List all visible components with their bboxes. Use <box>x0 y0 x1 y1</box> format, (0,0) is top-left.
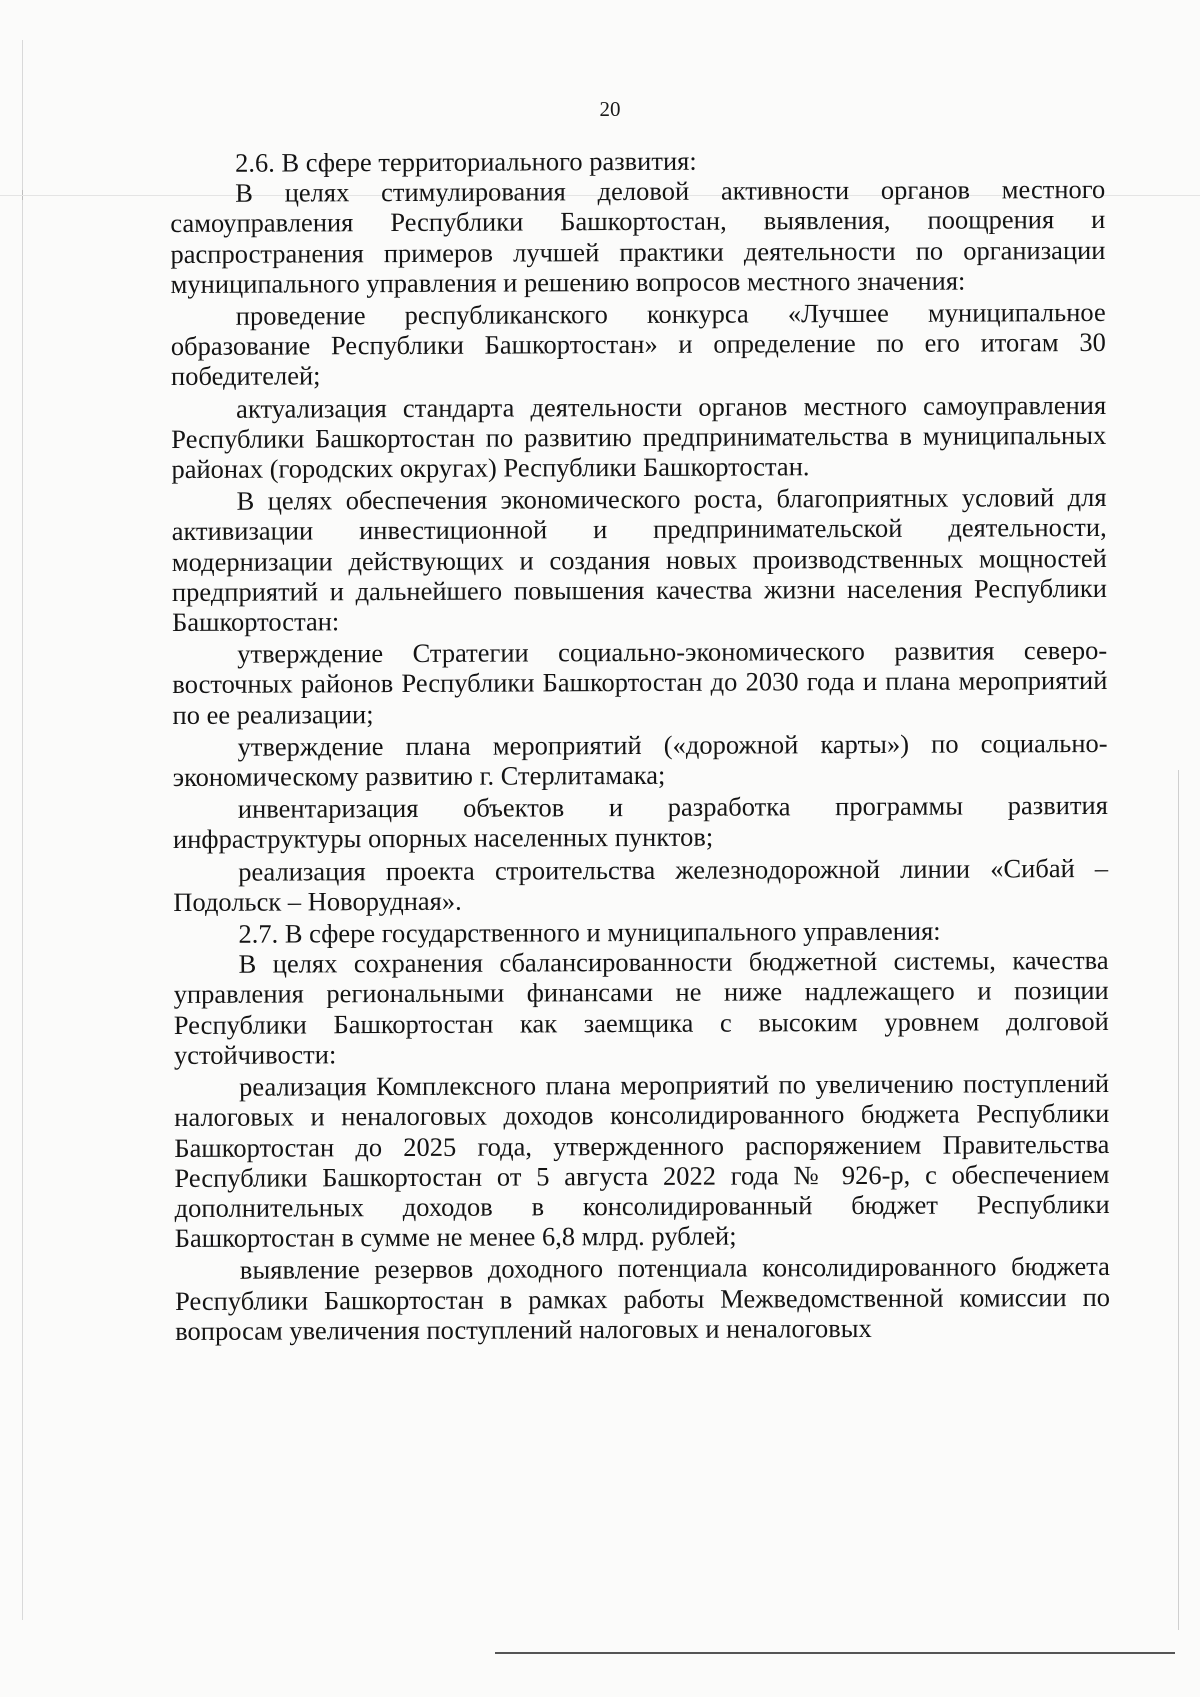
paragraph: инвентаризация объектов и разработка программы развития инфраструктуры опорных населенных пунктов; <box>172 790 1108 855</box>
paragraph: проведение республиканского конкурса «Лучшее муниципальное образование Республики Башкортостан» и определение по его итогам 30 победителей; <box>170 296 1106 392</box>
paragraph: выявление резервов доходного потенциала консолидированного бюджета Республики Башкортостан в рамках работы Межведомственной комиссии по вопросам увеличения поступлений налоговых и неналоговых <box>174 1251 1111 1346</box>
paragraph: В целях стимулирования деловой активности органов местного самоуправления Республики Башкортостан, выявления, поощрения и распространения примеров лучшей практики деятельности по организации муниципального управления и решению вопросов местного значения: <box>170 174 1106 299</box>
scan-edge-right <box>1178 770 1179 1630</box>
paragraph: реализация Комплексного плана мероприятий по увеличению поступлений налоговых и неналоговых доходов консолидированного бюджета Республики Башкортостан до 2025 года, утвержденного распоряжением Правительства Республики Башкортостан от 5 августа 2022 года № 926-р, с обеспечением дополнительных доходов в консолидированный бюджет Республики Башкортостан в сумме не менее 6,8 млрд. рублей; <box>174 1068 1110 1254</box>
paragraph: утверждение плана мероприятий («дорожной карты») по социально-экономическому развитию г. Стерлитамака; <box>172 727 1108 793</box>
paragraph: В целях обеспечения экономического роста, благоприятных условий для активизации инвестиционной и предпринимательской деятельности, модернизации действующих и создания новых производственных мощностей предприятий и дальнейшего повышения качества жизни населения Республики Башкортостан: <box>171 482 1107 638</box>
paragraph: утверждение Стратегии социально-экономического развития северо-восточных районов Республики Башкортостан до 2030 года и плана мероприятий по ее реализации; <box>172 635 1108 730</box>
paragraph: В целях сохранения сбалансированности бюджетной системы, качества управления региональными финансами не ниже надлежащего и позиции Республики Башкортостан как заемщика с высоким уровнем долговой устойчивости: <box>173 945 1109 1070</box>
document-body <box>170 144 1110 1348</box>
paragraph: актуализация стандарта деятельности органов местного самоуправления Республики Башкортостан по развитию предпринимательства в муниципальных районах (городских округах) Республики Башкортостан. <box>171 389 1107 485</box>
page-number: 20 <box>599 97 621 121</box>
section-heading-2-7: 2.7. В сфере государственного и муниципального управления: <box>238 915 941 949</box>
paragraph: реализация проекта строительства железнодорожной линии «Сибай – Подольск – Новорудная». <box>173 852 1109 917</box>
scan-edge-left <box>22 40 23 1620</box>
section-heading-2-6: 2.6. В сфере территориального развития: <box>234 145 697 178</box>
scan-rule-bottom <box>495 1652 1175 1654</box>
